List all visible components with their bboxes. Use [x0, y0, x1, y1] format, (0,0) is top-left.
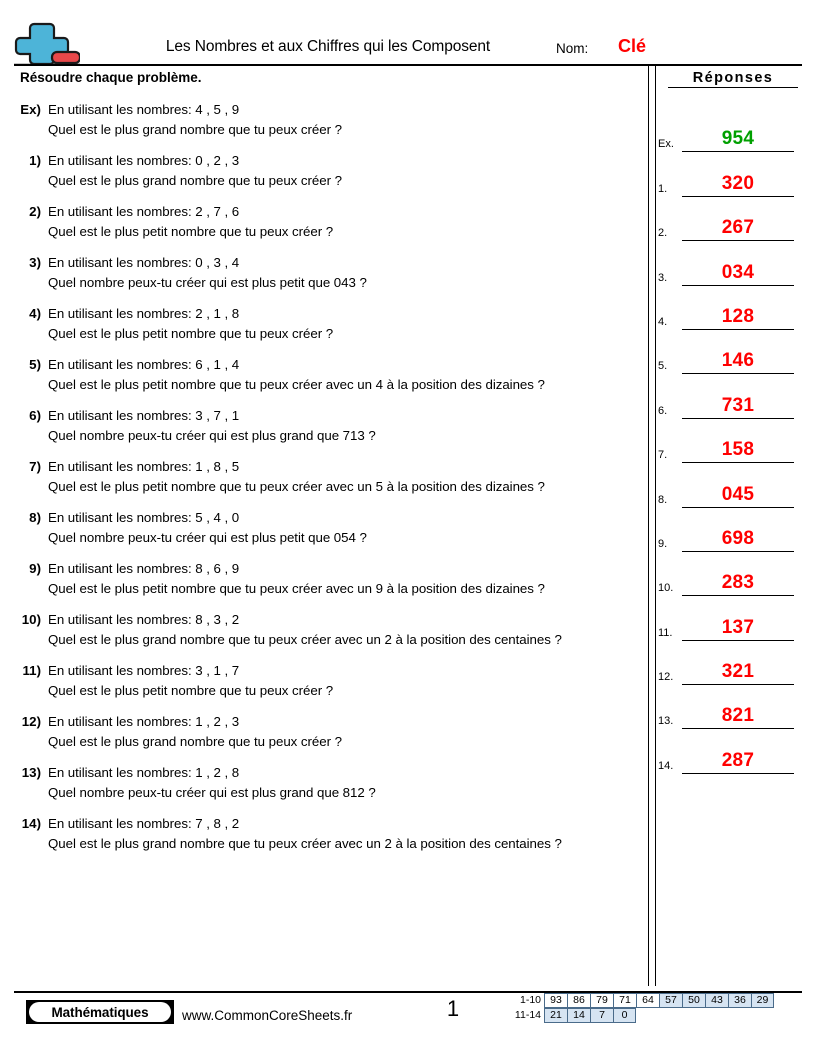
answer-row	[658, 152, 803, 196]
answer-value: 954	[721, 128, 755, 150]
problem-question: Quel nombre peux-tu créer qui est plus grand que 713 ?	[48, 427, 376, 443]
answer-value: 321	[721, 661, 755, 683]
problem-item	[14, 355, 644, 394]
answer-blank[interactable]	[682, 306, 794, 330]
answer-row	[658, 641, 803, 685]
problem-given-numbers: En utilisant les nombres: 0 , 3 , 4	[48, 255, 240, 270]
answer-index: 5.	[658, 360, 668, 373]
problem-text	[48, 100, 644, 139]
problem-number: 7)	[29, 459, 41, 474]
answer-row	[658, 286, 803, 330]
answer-value: 158	[721, 439, 755, 461]
problem-question: Quel nombre peux-tu créer qui est plus petit que 054 ?	[48, 529, 367, 545]
answer-value: 287	[721, 749, 755, 771]
answer-index: 2.	[658, 227, 668, 240]
answer-index: 6.	[658, 404, 668, 417]
answer-blank[interactable]	[682, 128, 794, 152]
problem-question: Quel est le plus grand nombre que tu peux créer ?	[48, 121, 342, 137]
answer-row	[658, 685, 803, 729]
answer-blank[interactable]	[682, 217, 794, 241]
answer-value: 283	[721, 572, 755, 594]
answer-index: 4.	[658, 315, 668, 328]
problem-text	[48, 304, 644, 343]
answer-row	[658, 596, 803, 640]
answer-value: 320	[721, 172, 755, 194]
brand-label: Mathématiques	[51, 1004, 149, 1020]
answer-row	[658, 419, 803, 463]
problem-item	[14, 661, 644, 700]
problem-number: 3)	[29, 255, 41, 270]
answer-index: 12.	[658, 671, 674, 684]
score-cell: 29	[751, 993, 774, 1008]
answer-value: 267	[721, 217, 755, 239]
answer-value: 034	[721, 261, 755, 283]
problem-given-numbers: En utilisant les nombres: 0 , 2 , 3	[48, 153, 240, 168]
problem-text	[48, 508, 644, 547]
score-cell: 21	[544, 1008, 567, 1023]
instruction-text: Résoudre chaque problème.	[20, 70, 202, 85]
score-range-label: 1-10	[519, 994, 541, 1006]
problem-question: Quel est le plus grand nombre que tu peux créer avec un 2 à la position des centaines ?	[48, 631, 562, 647]
name-value: Clé	[618, 36, 647, 56]
header-divider-rule	[14, 64, 802, 66]
score-cell: 50	[682, 993, 705, 1008]
problem-given-numbers: En utilisant les nombres: 1 , 8 , 5	[48, 459, 240, 474]
problem-given-numbers: En utilisant les nombres: 2 , 7 , 6	[48, 204, 240, 219]
problem-given-numbers: En utilisant les nombres: 1 , 2 , 3	[48, 714, 240, 729]
score-conversion-table	[508, 993, 774, 1023]
brand-badge	[26, 1000, 174, 1024]
name-label: Nom:	[556, 41, 589, 56]
problem-item	[14, 406, 644, 445]
answer-row	[658, 241, 803, 285]
problem-question: Quel est le plus petit nombre que tu peux créer ?	[48, 682, 334, 698]
problem-number: 9)	[29, 561, 41, 576]
problem-number: 10)	[21, 612, 41, 627]
answer-blank[interactable]	[682, 661, 794, 685]
problem-given-numbers: En utilisant les nombres: 8 , 3 , 2	[48, 612, 240, 627]
problem-question: Quel est le plus grand nombre que tu peux créer avec un 2 à la position des centaines ?	[48, 835, 562, 851]
answer-row	[658, 552, 803, 596]
answer-blank[interactable]	[682, 528, 794, 552]
problem-number: 11)	[22, 663, 41, 678]
answer-blank[interactable]	[682, 439, 794, 463]
answers-column-heading: Réponses	[668, 70, 798, 88]
brand-pill	[29, 1002, 171, 1022]
problem-text	[48, 355, 644, 394]
problem-given-numbers: En utilisant les nombres: 7 , 8 , 2	[48, 816, 240, 831]
problems-list	[14, 100, 644, 865]
problem-text	[48, 610, 644, 649]
answer-blank[interactable]	[682, 705, 794, 729]
problem-text	[48, 457, 644, 496]
problem-item	[14, 763, 644, 802]
problem-item	[14, 559, 644, 598]
problem-item	[14, 712, 644, 751]
score-row	[508, 993, 774, 1008]
answer-row	[658, 108, 803, 152]
answer-row	[658, 508, 803, 552]
answer-row	[658, 729, 803, 773]
problem-text	[48, 661, 644, 700]
score-row	[508, 1008, 774, 1023]
answer-value: 731	[721, 394, 755, 416]
answer-row	[658, 463, 803, 507]
problem-item	[14, 304, 644, 343]
problem-question: Quel est le plus grand nombre que tu peux créer ?	[48, 172, 342, 188]
problem-item	[14, 253, 644, 292]
answer-index: 13.	[658, 715, 674, 728]
problem-text	[48, 559, 644, 598]
problem-given-numbers: En utilisant les nombres: 3 , 7 , 1	[48, 408, 240, 423]
problem-text	[48, 151, 644, 190]
problem-item	[14, 151, 644, 190]
answers-list	[658, 108, 803, 774]
problem-given-numbers: En utilisant les nombres: 3 , 1 , 7	[48, 663, 240, 678]
problem-question: Quel nombre peux-tu créer qui est plus grand que 812 ?	[48, 784, 376, 800]
score-cell: 71	[613, 993, 636, 1008]
problem-given-numbers: En utilisant les nombres: 2 , 1 , 8	[48, 306, 240, 321]
answer-value: 045	[721, 483, 755, 505]
answer-row	[658, 374, 803, 418]
problem-item	[14, 814, 644, 853]
problem-text	[48, 406, 644, 445]
problem-question: Quel nombre peux-tu créer qui est plus petit que 043 ?	[48, 274, 367, 290]
problem-question: Quel est le plus grand nombre que tu peux créer ?	[48, 733, 342, 749]
answer-index: Ex.	[658, 138, 674, 151]
problem-text	[48, 253, 644, 292]
answer-value: 146	[721, 350, 755, 372]
score-cell: 64	[636, 993, 659, 1008]
problem-question: Quel est le plus petit nombre que tu peux créer avec un 5 à la position des dizaines ?	[48, 478, 545, 494]
page-title: Les Nombres et aux Chiffres qui les Composent	[165, 38, 491, 55]
problem-text	[48, 202, 644, 241]
problem-number: 13)	[21, 765, 41, 780]
problem-question: Quel est le plus petit nombre que tu peux créer ?	[48, 325, 334, 341]
problem-number: 14)	[21, 816, 41, 831]
answer-index: 10.	[658, 582, 674, 595]
problem-number: 6)	[29, 408, 41, 423]
problem-number: Ex)	[20, 102, 41, 117]
answer-blank[interactable]	[682, 262, 794, 286]
answer-blank[interactable]	[682, 617, 794, 641]
score-cell: 0	[613, 1008, 636, 1023]
problem-item	[14, 610, 644, 649]
problem-item	[14, 100, 644, 139]
problem-number: 1)	[29, 153, 41, 168]
problem-given-numbers: En utilisant les nombres: 5 , 4 , 0	[48, 510, 240, 525]
answer-value: 698	[721, 527, 755, 549]
answer-blank[interactable]	[682, 572, 794, 596]
answer-blank[interactable]	[682, 173, 794, 197]
answer-blank[interactable]	[682, 750, 794, 774]
problem-number: 12)	[21, 714, 41, 729]
problem-given-numbers: En utilisant les nombres: 4 , 5 , 9	[48, 102, 240, 117]
problem-number: 8)	[29, 510, 41, 525]
problem-text	[48, 712, 644, 751]
site-url: www.CommonCoreSheets.fr	[182, 1008, 353, 1023]
answer-index: 11.	[658, 626, 673, 639]
problem-item	[14, 202, 644, 241]
problem-number: 4)	[29, 306, 41, 321]
problem-text	[48, 814, 644, 853]
problem-question: Quel est le plus petit nombre que tu peux créer ?	[48, 223, 334, 239]
problem-given-numbers: En utilisant les nombres: 8 , 6 , 9	[48, 561, 240, 576]
problem-question: Quel est le plus petit nombre que tu peux créer avec un 9 à la position des dizaines ?	[48, 580, 545, 596]
answer-row	[658, 330, 803, 374]
score-cell: 57	[659, 993, 682, 1008]
answer-blank[interactable]	[682, 484, 794, 508]
problem-number: 5)	[29, 357, 41, 372]
answer-index: 14.	[658, 759, 674, 772]
answer-blank[interactable]	[682, 395, 794, 419]
answer-row	[658, 197, 803, 241]
score-cell: 86	[567, 993, 590, 1008]
problem-number: 2)	[29, 204, 41, 219]
score-range-label: 11-14	[514, 1009, 541, 1021]
problem-given-numbers: En utilisant les nombres: 1 , 2 , 8	[48, 765, 240, 780]
answer-value: 137	[721, 616, 755, 638]
problem-item	[14, 457, 644, 496]
page-number: 1	[446, 996, 460, 1021]
plus-minus-blocks-logo-icon	[14, 22, 80, 66]
problem-question: Quel est le plus petit nombre que tu peux créer avec un 4 à la position des dizaines ?	[48, 376, 545, 392]
problem-text	[48, 763, 644, 802]
score-cell: 93	[544, 993, 567, 1008]
problem-given-numbers: En utilisant les nombres: 6 , 1 , 4	[48, 357, 240, 372]
answer-index: 3.	[658, 271, 668, 284]
score-cell: 36	[728, 993, 751, 1008]
answer-index: 7.	[658, 449, 668, 462]
answer-index: 8.	[658, 493, 668, 506]
answer-value: 821	[721, 705, 755, 727]
answer-index: 1.	[658, 182, 668, 195]
problem-item	[14, 508, 644, 547]
score-cell: 7	[590, 1008, 613, 1023]
worksheet-header	[0, 22, 816, 64]
answer-index: 9.	[658, 537, 668, 550]
column-divider	[648, 64, 656, 986]
score-cell: 43	[705, 993, 728, 1008]
answer-value: 128	[721, 305, 755, 327]
score-cell: 14	[567, 1008, 590, 1023]
score-cell: 79	[590, 993, 613, 1008]
answer-blank[interactable]	[682, 350, 794, 374]
